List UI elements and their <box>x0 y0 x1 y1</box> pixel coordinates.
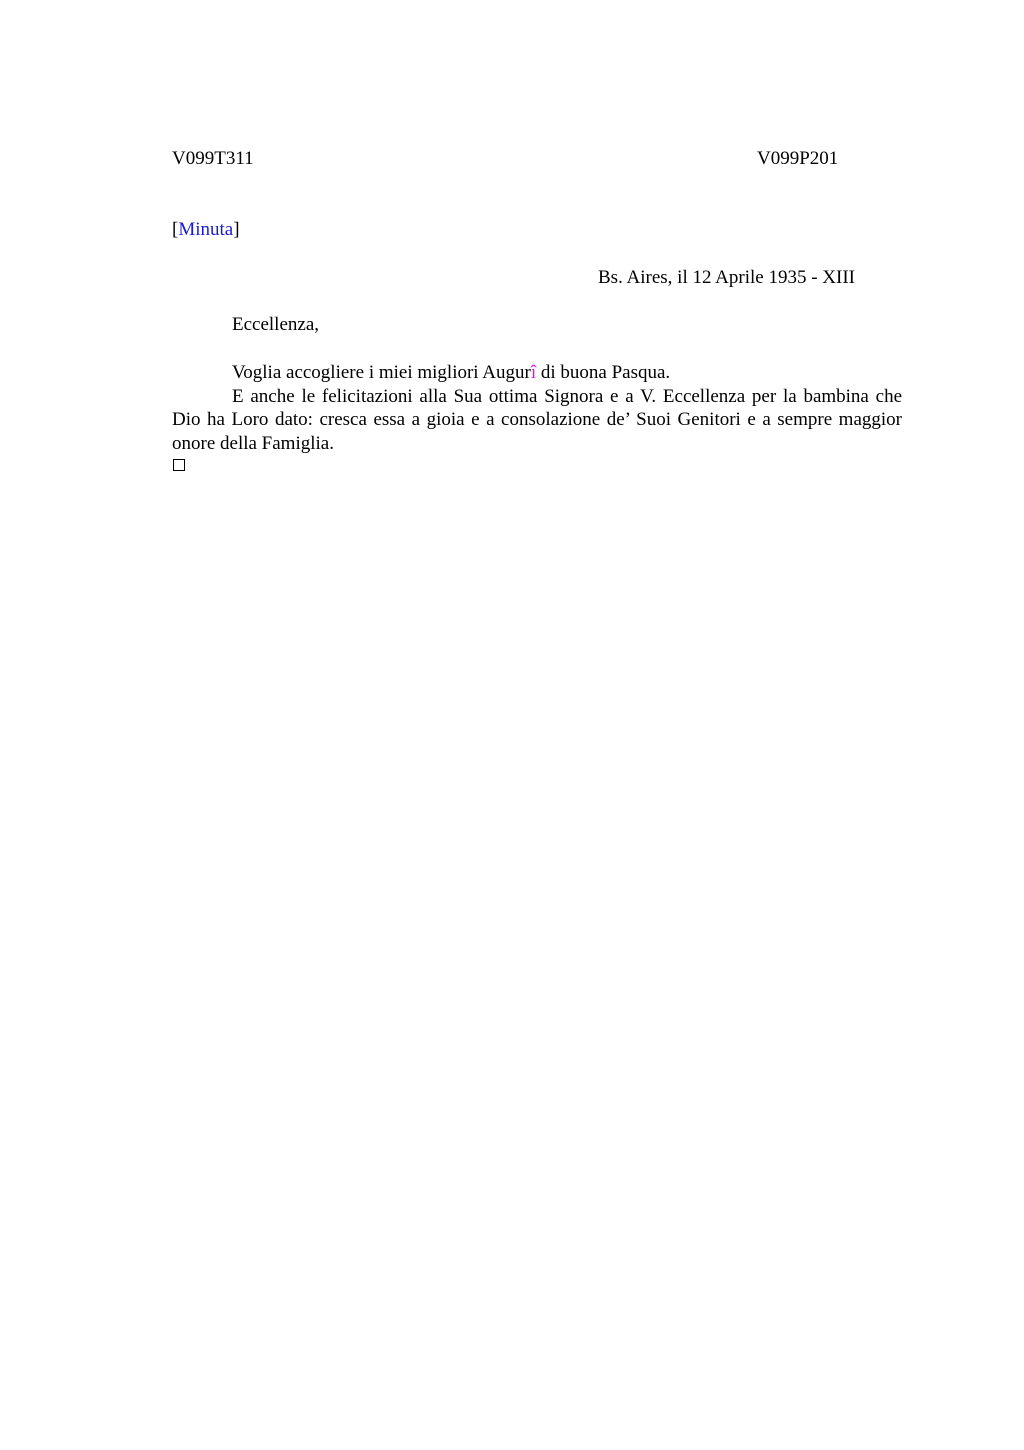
document-code-left: V099T311 <box>172 148 254 169</box>
paragraph-greetings-start: Voglia accogliere i miei migliori Augur <box>232 362 531 383</box>
letter-body <box>172 361 902 455</box>
close-bracket: ] <box>233 219 240 240</box>
minuta-label: Minuta <box>178 219 234 240</box>
paragraph-greetings <box>172 361 902 385</box>
open-bracket: [ <box>172 219 179 240</box>
accented-character: î <box>530 362 537 383</box>
minuta-note <box>172 218 240 241</box>
date-line: Bs. Aires, il 12 Aprile 1935 - XIII <box>598 267 856 288</box>
paragraph-felicitations: E anche le felicitazioni alla Sua ottima Signora e a V. Eccellenza per la bambina che Dio ha Loro dato: cresca essa a gioia e a consolazione de’ Suoi Genitori e a sempre maggior onore della Famiglia. <box>172 385 902 454</box>
paragraph-greetings-end: di buona Pasqua. <box>536 362 671 383</box>
salutation: Eccellenza, <box>232 314 320 335</box>
document-code-right: V099P201 <box>757 148 839 169</box>
end-marker-box-icon <box>173 459 185 471</box>
